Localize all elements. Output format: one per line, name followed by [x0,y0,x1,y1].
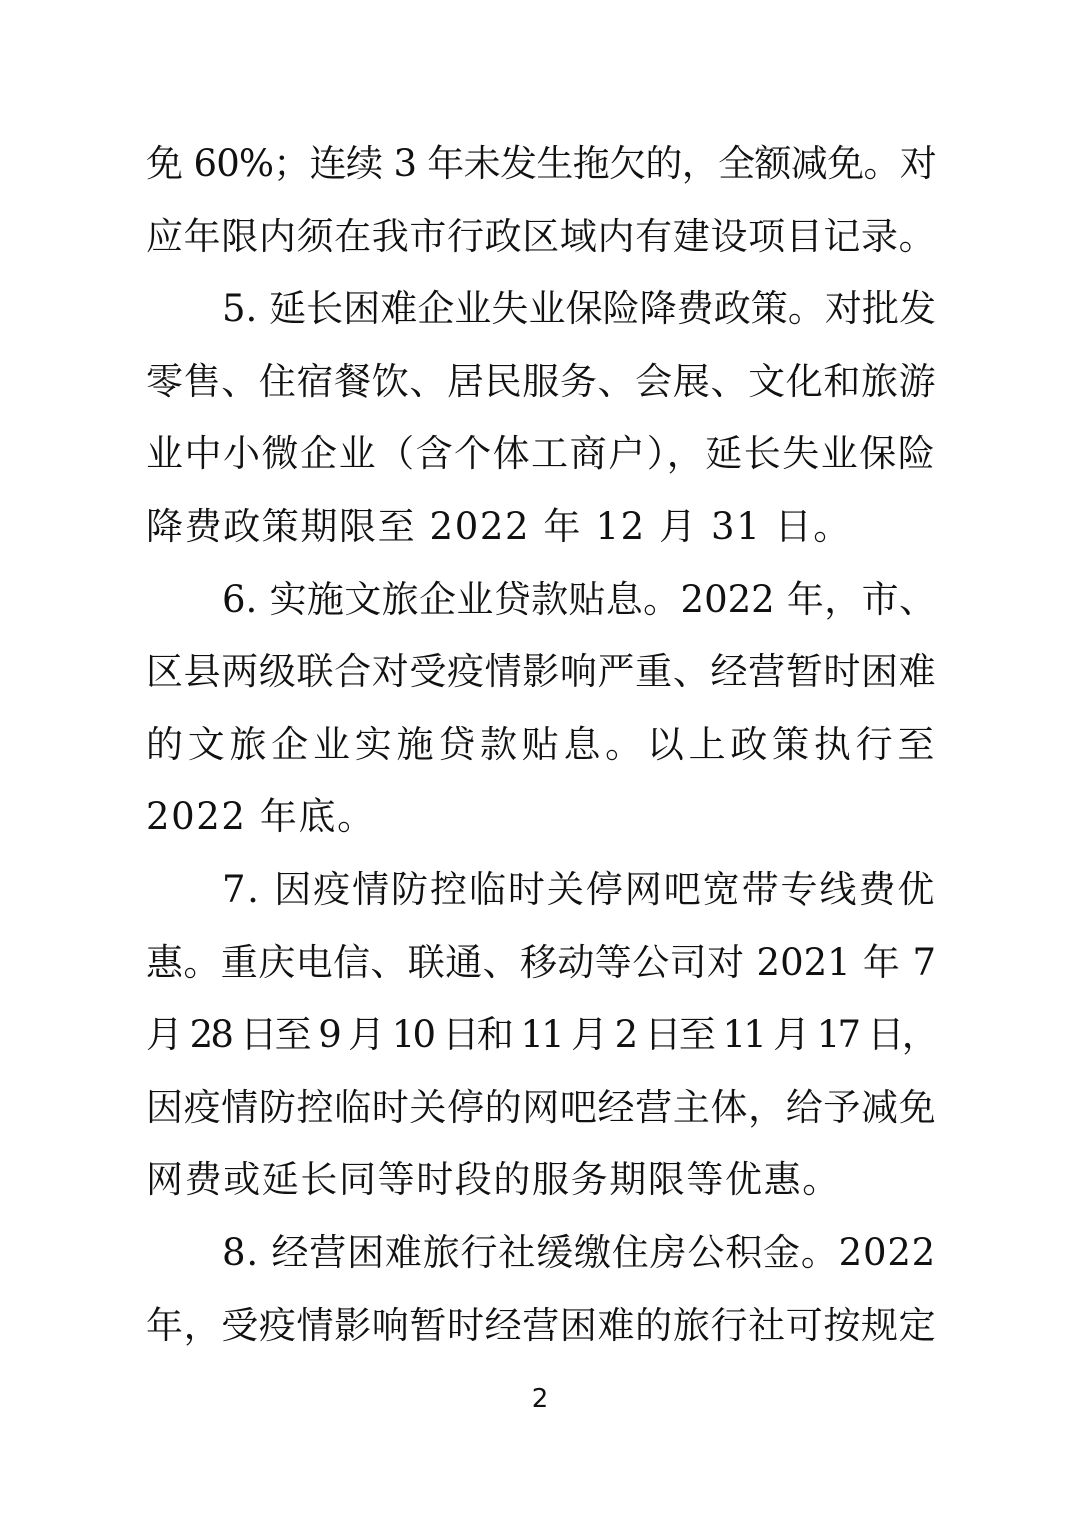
text-line: 网费或延长同等时段的服务期限等优惠。 [146,1158,841,1202]
text-line: 应年限内须在我市行政区域内有建设项目记录。 [146,214,936,258]
text-line: 月 28 日至 9 月 10 日和 11 月 2 日至 11 月 17 日， [146,1013,936,1057]
text-line: 2022 年底。 [146,795,376,839]
text-line: 的文旅企业实施贷款贴息。以上政策执行至 [146,722,936,766]
text-line: 6. 实施文旅企业贷款贴息。2022 年，市、 [222,577,936,621]
text-line: 惠。重庆电信、联通、移动等公司对 2021 年 7 [146,940,936,984]
page-number: 2 [531,1384,549,1414]
text-line: 5. 延长困难企业失业保险降费政策。对批发 [222,287,936,331]
text-line: 区县两级联合对受疫情影响严重、经营暂时困难 [146,650,936,694]
text-line: 业中小微企业（含个体工商户），延长失业保险 [146,432,936,476]
document-body [146,128,936,1362]
text-line: 免 60%；连续 3 年未发生拖欠的，全额减免。对 [146,142,936,185]
text-line: 降费政策期限至 2022 年 12 月 31 日。 [146,504,852,548]
text-line: 7. 因疫情防控临时关停网吧宽带专线费优 [222,867,936,911]
text-line: 8. 经营困难旅行社缓缴住房公积金。2022 [222,1230,936,1274]
text-line: 零售、住宿餐饮、居民服务、会展、文化和旅游 [146,359,936,403]
text-line: 因疫情防控临时关停的网吧经营主体，给予减免 [146,1085,936,1129]
text-line: 年，受疫情影响暂时经营困难的旅行社可按规定 [146,1303,936,1347]
